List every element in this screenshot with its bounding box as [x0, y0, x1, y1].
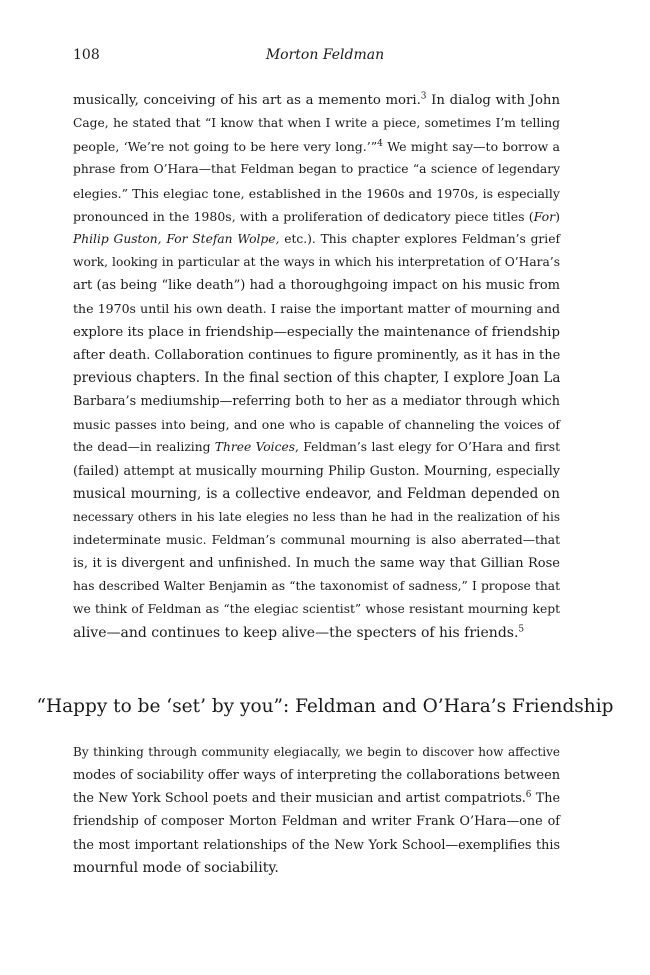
- text-line: Barbara’s mediumship—referring both to her as a mediator through which: [73, 394, 560, 410]
- text-line: previous chapters. In the final section of this chapter, I explore Joan La: [73, 369, 561, 386]
- section-heading: “Happy to be ‘set’ by you”: Feldman and O’Hara’s Friendship: [36, 696, 614, 717]
- footnote-marker-4[interactable]: 4: [377, 139, 383, 150]
- work-title: Philip Guston, For Stefan Wolpe,: [73, 231, 280, 246]
- text-line: (failed) attempt at musically mourning Philip Guston. Mourning, especially: [73, 463, 560, 479]
- text-line: By thinking through community elegiacally, we begin to discover how affective: [73, 745, 560, 759]
- work-title: For: [533, 208, 556, 224]
- text-line: phrase from O’Hara—that Feldman began to practice “a science of legendary: [73, 162, 560, 177]
- body-paragraph-2: [73, 741, 560, 880]
- text-line: people, ‘We’re not going to be here very long.’”$^4$ We might say—to borrow a: [73, 139, 560, 155]
- text-line: explore its place in friendship—especially the maintenance of friendship: [73, 324, 560, 340]
- text-line: Philip Guston, For Stefan Wolpe, etc.). This chapter explores Feldman’s grief: [73, 231, 560, 246]
- text-line: necessary others in his late elegies no less than he had in the realization of his: [73, 509, 560, 524]
- text-line: we think of Feldman as “the elegiac scientist” whose resistant mourning kept: [73, 602, 560, 617]
- text-line: art (as being “like death”) had a thoroughgoing impact on his music from: [73, 278, 560, 294]
- text-line: musically, conceiving of his art as a memento mori.$^3$ In dialog with John: [73, 91, 560, 108]
- footnote-marker-5[interactable]: 5: [518, 623, 525, 634]
- footnote-marker-3[interactable]: 3: [420, 91, 427, 102]
- text-line: Cage, he stated that “I know that when I write a piece, sometimes I’m telling: [73, 116, 560, 131]
- text-line: friendship of composer Morton Feldman and writer Frank O’Hara—one of: [73, 814, 560, 830]
- work-title: Three Voices: [214, 440, 295, 455]
- text-line: work, looking in particular at the ways in which his interpretation of O’Hara’s: [73, 255, 560, 270]
- text-line: elegies.” This elegiac tone, established in the 1960s and 1970s, is especially: [73, 185, 560, 201]
- footnote-marker-6[interactable]: 6: [525, 790, 532, 801]
- text-line: the dead—in realizing Three Voices, Feldman’s last elegy for O’Hara and first: [73, 440, 560, 455]
- body-paragraph-1: [73, 89, 560, 645]
- text-line: is, it is divergent and unfinished. In much the same way that Gillian Rose: [73, 556, 560, 572]
- text-line: pronounced in the 1980s, with a proliferation of dedicatory piece titles (For): [73, 208, 560, 224]
- text-line: mournful mode of sociability.: [73, 859, 279, 876]
- page-number: 108: [73, 47, 100, 63]
- text-line: alive—and continues to keep alive—the specters of his friends.$^5$: [73, 623, 525, 641]
- text-line: after death. Collaboration continues to figure prominently, as it has in the: [73, 347, 561, 363]
- text-line: the most important relationships of the New York School—exemplifies this: [73, 837, 560, 853]
- running-head: Morton Feldman: [265, 47, 385, 63]
- text-line: modes of sociability offer ways of interpreting the collaborations between: [73, 768, 561, 784]
- text-line: musical mourning, is a collective endeavor, and Feldman depended on: [73, 485, 560, 502]
- text-line: music passes into being, and one who is capable of channeling the voices of: [73, 417, 560, 433]
- text-line: has described Walter Benjamin as “the taxonomist of sadness,” I propose that: [73, 579, 560, 594]
- text-line: indeterminate music. Feldman’s communal mourning is also aberrated—that: [73, 532, 560, 547]
- text-line: the 1970s until his own death. I raise the important matter of mourning and: [73, 301, 560, 317]
- text-line: the New York School poets and their musician and artist compatriots.$^6$ The: [73, 790, 560, 807]
